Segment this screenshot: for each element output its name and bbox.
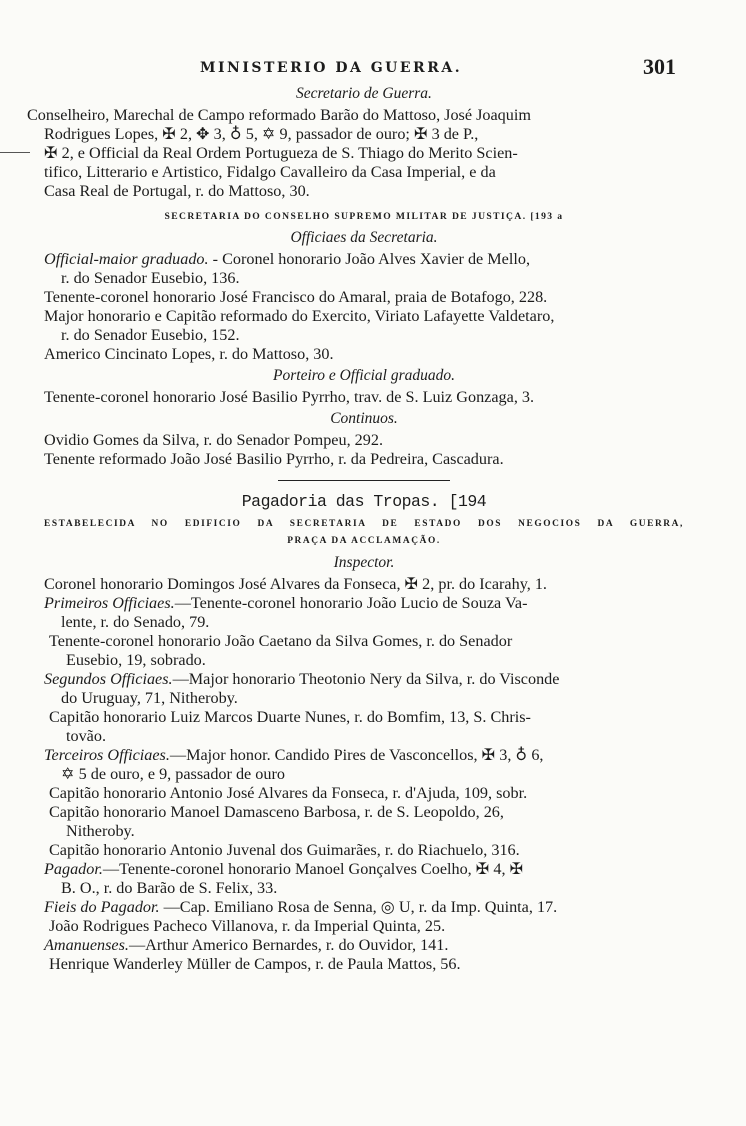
entry-text: —Arthur Americo Bernardes, r. do Ouvidor, 141. — [128, 936, 449, 954]
entry-continuation: lente, r. do Senado, 79. — [61, 613, 210, 631]
entry-lead: Segundos Officiaes. — [44, 670, 173, 688]
entry-lead: Official-maior graduado. - — [44, 250, 219, 268]
entry-text: —Cap. Emiliano Rosa de Senna, ◎ U, r. da Imp. Quinta, 17. — [159, 898, 558, 916]
entry-continuation: tovão. — [66, 727, 107, 745]
porteiro-heading: Porteiro e Official graduado. — [273, 367, 455, 384]
entry-continuation: Eusebio, 19, sobrado. — [66, 651, 206, 669]
secretario-heading: Secretario de Guerra. — [296, 85, 432, 102]
section-divider — [278, 480, 450, 481]
secretario-line: Rodrigues Lopes, ✠ 2, ✥ 3, ♁ 5, ✡ 9, passador de ouro; ✠ 3 de P., — [44, 125, 479, 143]
entry-text: Capitão honorario Antonio Juvenal dos Guimarães, r. do Riachuelo, 316. — [49, 841, 520, 859]
secretario-line: ✠ 2, e Official da Real Ordem Portugueza de S. Thiago do Merito Scien- — [44, 144, 518, 162]
entry-text: Coronel honorario João Alves Xavier de Mello, — [218, 250, 531, 268]
continuo-entry: Ovidio Gomes da Silva, r. do Senador Pompeu, 292. — [44, 431, 384, 449]
terceiros-entry — [44, 841, 684, 860]
running-header — [0, 48, 746, 82]
secretario-entry — [27, 106, 684, 201]
segundos-entry — [44, 670, 684, 708]
amanuenses-entry — [44, 936, 684, 955]
segundos-entry — [44, 708, 684, 746]
officiaes-heading: Officiaes da Secretaria. — [290, 229, 438, 246]
entry-text: Capitão honorario Manoel Damasceno Barbosa, r. de S. Leopoldo, 26, — [49, 803, 504, 821]
entry-text: Tenente-coronel honorario José Francisco do Amaral, praia de Botafogo, 228. — [44, 288, 548, 306]
secretario-line: Casa Real de Portugal, r. do Mattoso, 30. — [44, 182, 310, 200]
entry-text: —Tenente-coronel honorario Manoel Gonçalves Coelho, ✠ 4, ✠ — [102, 860, 524, 878]
entry-continuation: r. do Senador Eusebio, 152. — [61, 326, 240, 344]
primeiros-entry — [44, 632, 684, 670]
terceiros-entry — [44, 784, 684, 803]
conselho-entry — [44, 307, 684, 345]
entry-text: Capitão honorario Antonio José Alvares da Fonseca, r. d'Ajuda, 109, sobr. — [49, 784, 528, 802]
conselho-heading: SECRETARIA DO CONSELHO SUPREMO MILITAR DE JUSTIÇA. [193 a — [164, 211, 564, 222]
entry-lead: Primeiros Officiaes. — [44, 594, 175, 612]
page-content — [27, 82, 684, 974]
margin-mark — [0, 152, 30, 153]
terceiros-entry — [44, 803, 684, 841]
entry-text: João Rodrigues Pacheco Villanova, r. da Imperial Quinta, 25. — [49, 917, 446, 935]
inspector-entry: Coronel honorario Domingos José Alvares da Fonseca, ✠ 2, pr. do Icarahy, 1. — [44, 575, 547, 593]
fieis-entry — [44, 917, 684, 936]
fieis-entry — [44, 898, 684, 917]
entry-lead: Terceiros Officiaes. — [44, 746, 170, 764]
conselho-entry — [44, 288, 684, 307]
porteiro-entry: Tenente-coronel honorario José Basilio Pyrrho, trav. de S. Luiz Gonzaga, 3. — [44, 388, 535, 406]
pagador-entry — [44, 860, 684, 898]
entry-continuation: do Uruguay, 71, Nitheroby. — [61, 689, 238, 707]
inspector-heading: Inspector. — [333, 554, 395, 571]
entry-text: —Tenente-coronel honorario João Lucio de Souza Va- — [174, 594, 528, 612]
entry-text: Americo Cincinato Lopes, r. do Mattoso, 30. — [44, 345, 334, 363]
pagadoria-subheading: ESTABELECIDA NO EDIFICIO DA SECRETARIA DE ESTADO DOS NEGOCIOS DA GUERRA, — [44, 519, 684, 529]
pagadoria-subheading-place: PRAÇA DA ACCLAMAÇÃO. — [287, 536, 441, 546]
entry-continuation: Nitheroby. — [66, 822, 135, 840]
header-title: MINISTERIO DA GUERRA. — [200, 60, 463, 76]
page-number: 301 — [643, 54, 676, 79]
conselho-entry — [44, 345, 684, 364]
entry-continuation: ✡ 5 de ouro, e 9, passador de ouro — [61, 765, 285, 783]
entry-lead: Fieis do Pagador. — [44, 898, 160, 916]
primeiros-entry — [44, 594, 684, 632]
amanuenses-entry — [44, 955, 684, 974]
entry-text: —Major honorario Theotonio Nery da Silva, r. do Visconde — [172, 670, 560, 688]
entry-text: Henrique Wanderley Müller de Campos, r. de Paula Mattos, 56. — [49, 955, 461, 973]
conselho-entry — [44, 250, 684, 288]
entry-text: Major honorario e Capitão reformado do Exercito, Viriato Lafayette Valdetaro, — [44, 307, 555, 325]
entry-lead: Pagador. — [44, 860, 103, 878]
pagadoria-heading: Pagadoria das Tropas. [194 — [241, 492, 487, 511]
entry-text: Capitão honorario Luiz Marcos Duarte Nunes, r. do Bomfim, 13, S. Chris- — [49, 708, 531, 726]
entry-text: —Major honor. Candido Pires de Vasconcellos, ✠ 3, ♁ 6, — [169, 746, 544, 764]
continuos-heading: Continuos. — [330, 410, 398, 427]
secretario-line: Conselheiro, Marechal de Campo reformado Barão do Mattoso, José Joaquim — [27, 106, 531, 124]
entry-lead: Amanuenses. — [44, 936, 129, 954]
entry-text: Tenente-coronel honorario João Caetano da Silva Gomes, r. do Senador — [49, 632, 513, 650]
terceiros-entry — [44, 746, 684, 784]
continuo-entry: Tenente reformado João José Basilio Pyrrho, r. da Pedreira, Cascadura. — [44, 450, 504, 468]
entry-continuation: B. O., r. do Barão de S. Felix, 33. — [61, 879, 278, 897]
entry-continuation: r. do Senador Eusebio, 136. — [61, 269, 240, 287]
secretario-line: tifico, Litterario e Artistico, Fidalgo Cavalleiro da Casa Imperial, e da — [44, 163, 496, 181]
